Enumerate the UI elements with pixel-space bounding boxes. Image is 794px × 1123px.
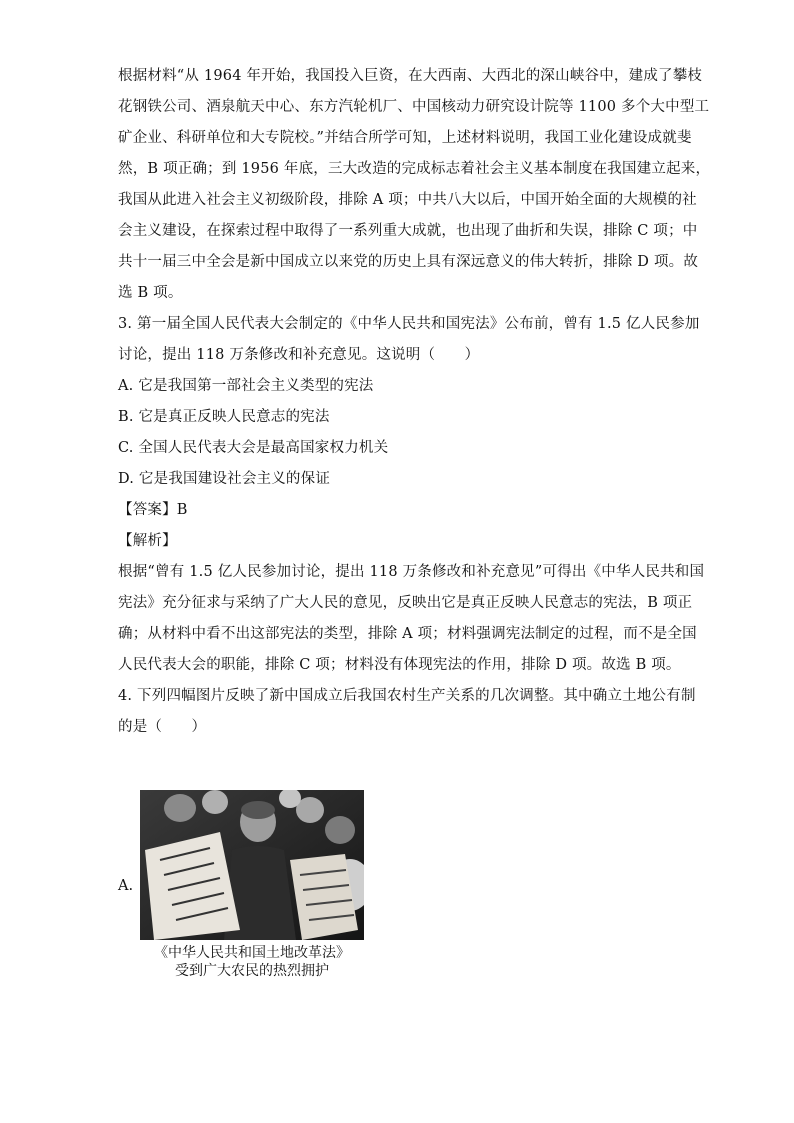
option-c: C. 全国人民代表大会是最高国家权力机关 [118, 440, 389, 456]
document-body [118, 66, 711, 748]
photo-caption [140, 944, 364, 980]
text-line: 选 B 项。 [118, 285, 183, 301]
text-line: 花钢铁公司、酒泉航天中心、东方汽轮机厂、中国核动力研究设计院等 1100 多个大中型工 [118, 99, 710, 115]
question-3-stem: 3. 第一届全国人民代表大会制定的《中华人民共和国宪法》公布前，曾有 1.5 亿人民参加 [118, 316, 700, 332]
text-line: 共十一届三中全会是新中国成立以来党的历史上具有深远意义的伟大转折，排除 D 项。故 [118, 254, 699, 270]
option-d: D. 它是我国建设社会主义的保证 [118, 471, 331, 487]
question-3-stem: 讨论，提出 118 万条修改和补充意见。这说明（ ） [118, 347, 480, 363]
text-line: 我国从此进入社会主义初级阶段，排除 A 项；中共八大以后，中国开始全面的大规模的社 [118, 192, 697, 208]
text-line: 根据“曾有 1.5 亿人民参加讨论，提出 118 万条修改和补充意见”可得出《中华人民共和国 [118, 564, 705, 580]
text-line: 然，B 项正确；到 1956 年底，三大改造的完成标志着社会主义基本制度在我国建立起来， [118, 161, 711, 177]
text-line: 会主义建设，在探索过程中取得了一系列重大成就，也出现了曲折和失误，排除 C 项；中 [118, 223, 698, 239]
historical-photo [140, 790, 364, 940]
option-b: B. 它是真正反映人民意志的宪法 [118, 409, 330, 425]
text-line: 确；从材料中看不出这部宪法的类型，排除 A 项；材料强调宪法制定的过程，而不是全国 [118, 626, 697, 642]
question-4-stem: 4. 下列四幅图片反映了新中国成立后我国农村生产关系的几次调整。其中确立土地公有制 [118, 688, 696, 704]
text-line: 宪法》充分征求与采纳了广大人民的意见，反映出它是真正反映人民意志的宪法，B 项正 [118, 595, 693, 611]
option-a: A. 它是我国第一部社会主义类型的宪法 [118, 378, 374, 394]
caption-line: 受到广大农民的热烈拥护 [175, 963, 329, 979]
question-4-stem: 的是（ ） [118, 719, 207, 735]
text-line: 根据材料“从 1964 年开始，我国投入巨资，在大西南、大西北的深山峡谷中，建成了攀枝 [118, 68, 703, 84]
analysis-label: 【解析】 [118, 533, 177, 549]
caption-line: 《中华人民共和国土地改革法》 [154, 945, 350, 961]
text-line: 矿企业、科研单位和大专院校。”并结合所学可知，上述材料说明，我国工业化建设成就斐 [118, 130, 692, 146]
option-a-label: A. [118, 878, 134, 894]
photo-illustration [140, 790, 364, 940]
answer-label: 【答案】B [118, 502, 188, 518]
text-line: 人民代表大会的职能，排除 C 项；材料没有体现宪法的作用，排除 D 项。故选 B 项。 [118, 657, 681, 673]
